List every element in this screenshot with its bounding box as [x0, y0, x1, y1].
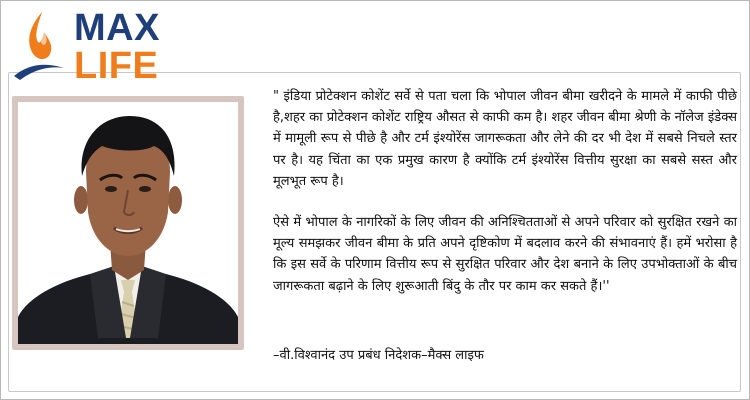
portrait-photo: [18, 102, 238, 344]
flame-logo-icon: [12, 6, 70, 84]
logo-max-text: MAX: [74, 7, 160, 49]
max-life-logo: [12, 6, 172, 87]
quote-block: [273, 86, 737, 297]
quote-attribution: –वी.विश्वानंद उप प्रबंध निदेशक–मैक्स लाइफ: [273, 348, 484, 363]
portrait-frame: [12, 96, 244, 350]
person-portrait-icon: [18, 102, 238, 344]
logo-life-text: LIFE: [74, 45, 159, 87]
quote-paragraph-2: ऐसे में भोपाल के नागरिकों के लिए जीवन की अनिश्चितताओं से अपने परिवार को सुरक्षित रखने का मूल्य समझकर जीवन बीमा के प्रति अपने दृष्टिकोण में बदलाव करने की संभावनाएं हैं। हमें भरोसा है कि इस सर्वे के परिणाम वित्तीय रूप से सुरक्षित परिवार और देश बनाने के लिए उपभोक्ताओं के बीच जागरूकता बढ़ाने के लिए शुरूआती बिंदु के तौर पर काम कर सकते हैं।'': [273, 215, 737, 294]
quote-paragraph-1: " इंडिया प्रोटेक्शन कोशेंट सर्वे से पता चला कि भोपाल जीवन बीमा खरीदने के मामले में काफी पीछे है,शहर का प्रोटेक्शन कोशेंट राष्ट्रिय औसत से काफी कम है। शहर जीवन बीमा श्रेणी के नॉलेज इंडेक्स में मामूली रूप से पीछे है और टर्म इंश्योरेंस जागरूकता और लेने की दर भी देश में सबसे निचले स्तर पर है। यह चिंता का एक प्रमुख कारण है क्योंकि टर्म इंश्योरेंस वित्तीय सुरक्षा का सबसे सस्त और मूलभूत रूप है।: [273, 89, 737, 189]
